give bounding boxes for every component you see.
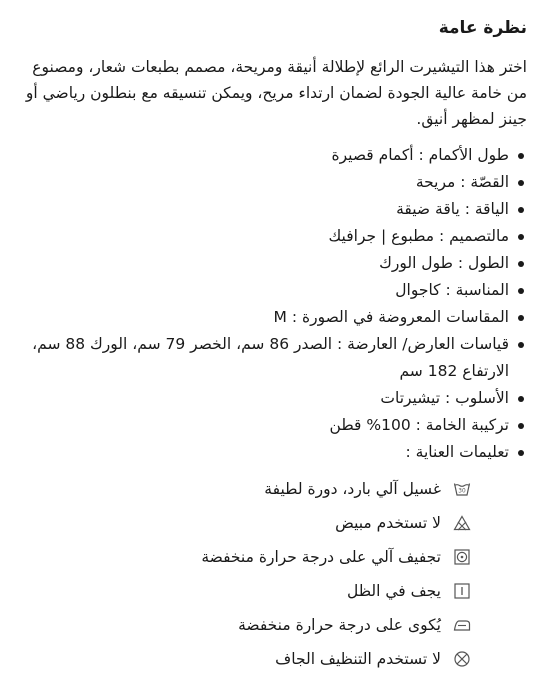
spec-model-measurements: قياسات العارض/ العارضة : الصدر 86 سم، الخصر 79 سم، الورك 88 سم، الارتفاع 182 سم [12, 331, 509, 385]
care-label: يُكوى على درجة حرارة منخفضة [238, 616, 441, 634]
care-item-bleach [12, 506, 471, 540]
care-label: غسيل آلي بارد، دورة لطيفة [264, 480, 441, 498]
dry-in-shade-icon [453, 582, 471, 600]
care-label: تجفيف آلي على درجة حرارة منخفضة [201, 548, 441, 566]
care-label: لا تستخدم مبيض [335, 514, 441, 532]
spec-fit: القصّة : مريحة [12, 169, 509, 196]
spec-material: تركيبة الخامة : 100% قطن [12, 412, 509, 439]
care-item-dry-clean [12, 642, 471, 676]
wash-30-icon [453, 480, 471, 498]
spec-sleeve-length: طول الأكمام : أكمام قصيرة [12, 142, 509, 169]
spec-size-shown: المقاسات المعروضة في الصورة : M [12, 304, 509, 331]
spec-care-instructions: تعليمات العناية : [12, 439, 509, 466]
tumble-dry-low-icon [453, 548, 471, 566]
care-item-shade-dry [12, 574, 471, 608]
svg-text:30: 30 [458, 488, 466, 495]
care-item-iron [12, 608, 471, 642]
care-label: يجف في الظل [346, 582, 441, 600]
no-dry-clean-icon [453, 650, 471, 668]
care-list [12, 472, 529, 676]
care-item-wash [12, 472, 471, 506]
care-label: لا تستخدم التنظيف الجاف [275, 650, 441, 668]
spec-length: الطول : طول الورك [12, 250, 509, 277]
overview-description: اختر هذا التيشيرت الرائع لإطلالة أنيقة ومريحة، مصمم بطبعات شعار، ومصنوع من خامة عالية الجودة لضمان ارتداء مريح، ويمكن تنسيقه مع بنطلون رياضي أو جينز لمظهر أنيق. [25, 58, 527, 128]
spec-collar: الياقة : ياقة ضيقة [12, 196, 509, 223]
spec-style: الأسلوب : تيشيرتات [12, 385, 509, 412]
overview-title: نظرة عامة [438, 18, 527, 38]
care-item-tumble-dry [12, 540, 471, 574]
no-bleach-icon [453, 514, 471, 532]
spec-design: مالتصميم : مطبوع | جرافيك [12, 223, 509, 250]
iron-low-icon [453, 616, 471, 634]
spec-occasion: المناسبة : كاجوال [12, 277, 509, 304]
specs-list [12, 142, 529, 466]
